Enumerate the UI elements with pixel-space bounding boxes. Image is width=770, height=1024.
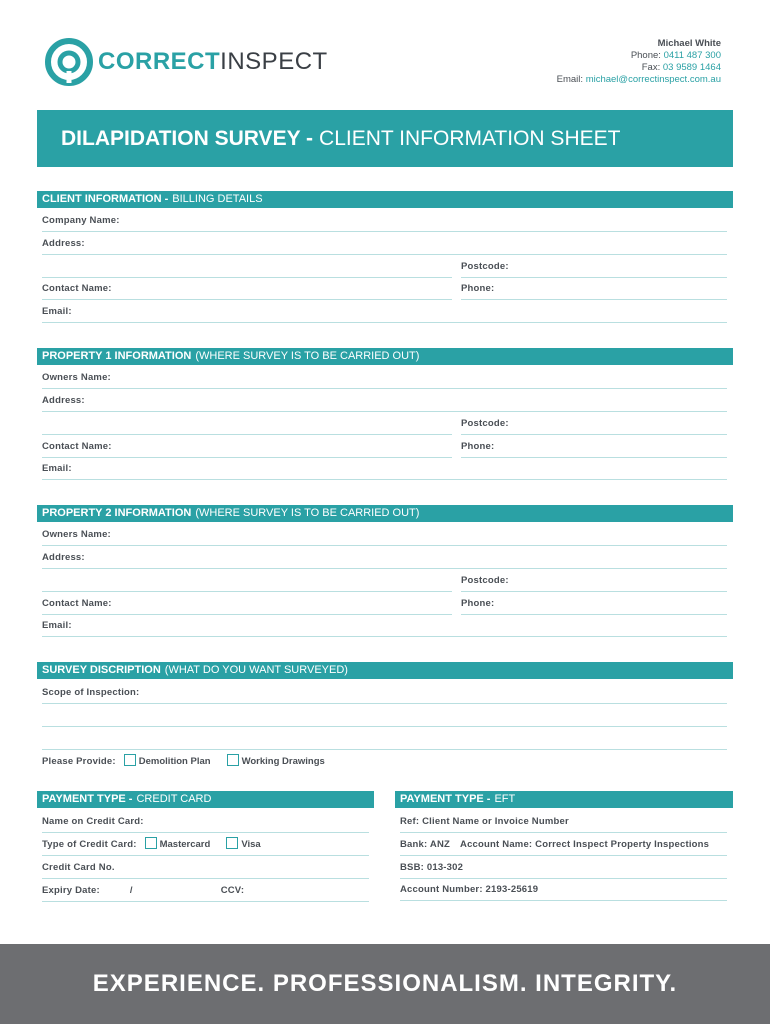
contact-name: Michael White bbox=[657, 38, 721, 49]
p2-owners-field[interactable] bbox=[42, 524, 727, 546]
phone-field[interactable] bbox=[461, 278, 727, 300]
expiry-slash: / bbox=[129, 885, 133, 896]
payment-eft-header-rest: EFT bbox=[494, 793, 516, 805]
client-header-bold: CLIENT INFORMATION - bbox=[42, 193, 169, 205]
company-name-label: Company Name: bbox=[42, 215, 120, 226]
visa-label: Visa bbox=[241, 839, 261, 850]
please-provide-label: Please Provide: bbox=[42, 756, 116, 767]
address-label: Address: bbox=[42, 238, 85, 249]
demolition-plan-checkbox[interactable] bbox=[124, 754, 136, 766]
p1-phone-field[interactable] bbox=[461, 436, 727, 458]
payment-eft-header-bold: PAYMENT TYPE - bbox=[400, 793, 491, 805]
p2-phone-field[interactable] bbox=[461, 593, 727, 615]
property2-header-rest: (WHERE SURVEY IS TO BE CARRIED OUT) bbox=[195, 507, 420, 519]
p1-owners-label: Owners Name: bbox=[42, 372, 111, 383]
expiry-label: Expiry Date: bbox=[42, 885, 100, 896]
title-rest: CLIENT INFORMATION SHEET bbox=[319, 126, 621, 150]
fax-value: 03 9589 1464 bbox=[662, 62, 721, 73]
p1-address-field[interactable] bbox=[42, 390, 727, 412]
p1-postcode-field[interactable] bbox=[461, 413, 727, 435]
p2-address-field[interactable] bbox=[42, 547, 727, 569]
mastercard-label: Mastercard bbox=[159, 839, 211, 850]
p1-phone-label: Phone: bbox=[461, 441, 495, 452]
survey-section-header bbox=[37, 662, 733, 679]
client-header-rest: BILLING DETAILS bbox=[172, 193, 263, 205]
p2-phone-label: Phone: bbox=[461, 598, 495, 609]
p2-contact-field[interactable] bbox=[42, 593, 452, 615]
cc-number-label: Credit Card No. bbox=[42, 862, 115, 873]
cc-type-row bbox=[42, 834, 369, 856]
cc-expiry-row[interactable] bbox=[42, 880, 369, 902]
mastercard-checkbox[interactable] bbox=[145, 837, 157, 849]
scope-line2-field[interactable] bbox=[42, 705, 727, 727]
property2-header-bold: PROPERTY 2 INFORMATION bbox=[42, 507, 192, 519]
eft-account-name-text: Account Name: Correct Inspect Property Inspections bbox=[460, 839, 710, 850]
cc-name-label: Name on Credit Card: bbox=[42, 816, 144, 827]
p2-email-label: Email: bbox=[42, 620, 72, 631]
footer-tagline: EXPERIENCE. PROFESSIONALISM. INTEGRITY. bbox=[92, 970, 678, 997]
page-title bbox=[37, 110, 733, 167]
payment-cc-header-rest: CREDIT CARD bbox=[136, 793, 212, 805]
p2-contact-label: Contact Name: bbox=[42, 598, 112, 609]
eft-bsb-text: BSB: 013-302 bbox=[400, 862, 464, 873]
phone-value: 0411 487 300 bbox=[663, 50, 721, 61]
title-bold: DILAPIDATION SURVEY - bbox=[61, 126, 314, 150]
contact-name-field[interactable] bbox=[42, 278, 452, 300]
property1-section-header bbox=[37, 348, 733, 365]
address-line2-field[interactable] bbox=[42, 256, 452, 278]
p1-contact-field[interactable] bbox=[42, 436, 452, 458]
p1-postcode-label: Postcode: bbox=[461, 418, 509, 429]
eft-bsb-row bbox=[400, 857, 727, 879]
p1-email-field[interactable] bbox=[42, 458, 727, 480]
logo-word-correct: CORRECT bbox=[98, 48, 221, 75]
working-drawings-checkbox[interactable] bbox=[227, 754, 239, 766]
please-provide-row bbox=[42, 751, 727, 773]
client-section-header bbox=[37, 191, 733, 208]
eft-bank-row bbox=[400, 834, 727, 856]
cc-type-label: Type of Credit Card: bbox=[42, 839, 137, 850]
working-drawings-label: Working Drawings bbox=[241, 756, 325, 767]
demolition-plan-label: Demolition Plan bbox=[138, 756, 211, 767]
property1-header-bold: PROPERTY 1 INFORMATION bbox=[42, 350, 192, 362]
property1-header-rest: (WHERE SURVEY IS TO BE CARRIED OUT) bbox=[195, 350, 420, 362]
postcode-field[interactable] bbox=[461, 256, 727, 278]
postcode-label: Postcode: bbox=[461, 261, 509, 272]
payment-cc-header-bold: PAYMENT TYPE - bbox=[42, 793, 133, 805]
p2-postcode-label: Postcode: bbox=[461, 575, 509, 586]
survey-header-bold: SURVEY DISCRIPTION bbox=[42, 664, 161, 676]
email-field[interactable] bbox=[42, 301, 727, 323]
phone-label: Phone: bbox=[630, 50, 661, 61]
p1-owners-field[interactable] bbox=[42, 367, 727, 389]
p2-owners-label: Owners Name: bbox=[42, 529, 111, 540]
p1-contact-label: Contact Name: bbox=[42, 441, 112, 452]
p2-address-label: Address: bbox=[42, 552, 85, 563]
cc-name-field[interactable] bbox=[42, 811, 369, 833]
payment-eft-section-header bbox=[395, 791, 733, 808]
email-link[interactable]: michael@correctinspect.com.au bbox=[585, 74, 721, 85]
p1-address-line2-field[interactable] bbox=[42, 413, 452, 435]
eft-ref-row bbox=[400, 811, 727, 833]
scope-field[interactable] bbox=[42, 682, 727, 704]
eft-account-number-text: Account Number: 2193-25619 bbox=[400, 884, 539, 895]
eft-account-number-row bbox=[400, 879, 727, 901]
address-field[interactable] bbox=[42, 233, 727, 255]
p2-address-line2-field[interactable] bbox=[42, 570, 452, 592]
scope-label: Scope of Inspection: bbox=[42, 687, 140, 698]
p1-email-label: Email: bbox=[42, 463, 72, 474]
email-label: Email: bbox=[556, 74, 584, 85]
survey-header-rest: (WHAT DO YOU WANT SURVEYED) bbox=[164, 664, 348, 676]
company-logo bbox=[44, 36, 354, 88]
eft-bank-text: Bank: ANZ bbox=[400, 839, 451, 850]
p1-address-label: Address: bbox=[42, 395, 85, 406]
cc-number-field[interactable] bbox=[42, 857, 369, 879]
p2-postcode-field[interactable] bbox=[461, 570, 727, 592]
payment-cc-section-header bbox=[37, 791, 374, 808]
ccv-label: CCV: bbox=[220, 885, 245, 896]
eft-ref-text: Ref: Client Name or Invoice Number bbox=[400, 816, 569, 827]
visa-checkbox[interactable] bbox=[226, 837, 238, 849]
contact-block bbox=[557, 38, 721, 86]
property2-section-header bbox=[37, 505, 733, 522]
scope-line3-field[interactable] bbox=[42, 728, 727, 750]
logo-mark-icon bbox=[44, 37, 94, 87]
p2-email-field[interactable] bbox=[42, 615, 727, 637]
contact-name-label: Contact Name: bbox=[42, 283, 112, 294]
email-label-field: Email: bbox=[42, 306, 72, 317]
logo-word-inspect: INSPECT bbox=[220, 48, 328, 75]
fax-label: Fax: bbox=[641, 62, 661, 73]
company-name-field[interactable] bbox=[42, 210, 727, 232]
phone-label-field: Phone: bbox=[461, 283, 495, 294]
footer-banner bbox=[0, 944, 770, 1024]
